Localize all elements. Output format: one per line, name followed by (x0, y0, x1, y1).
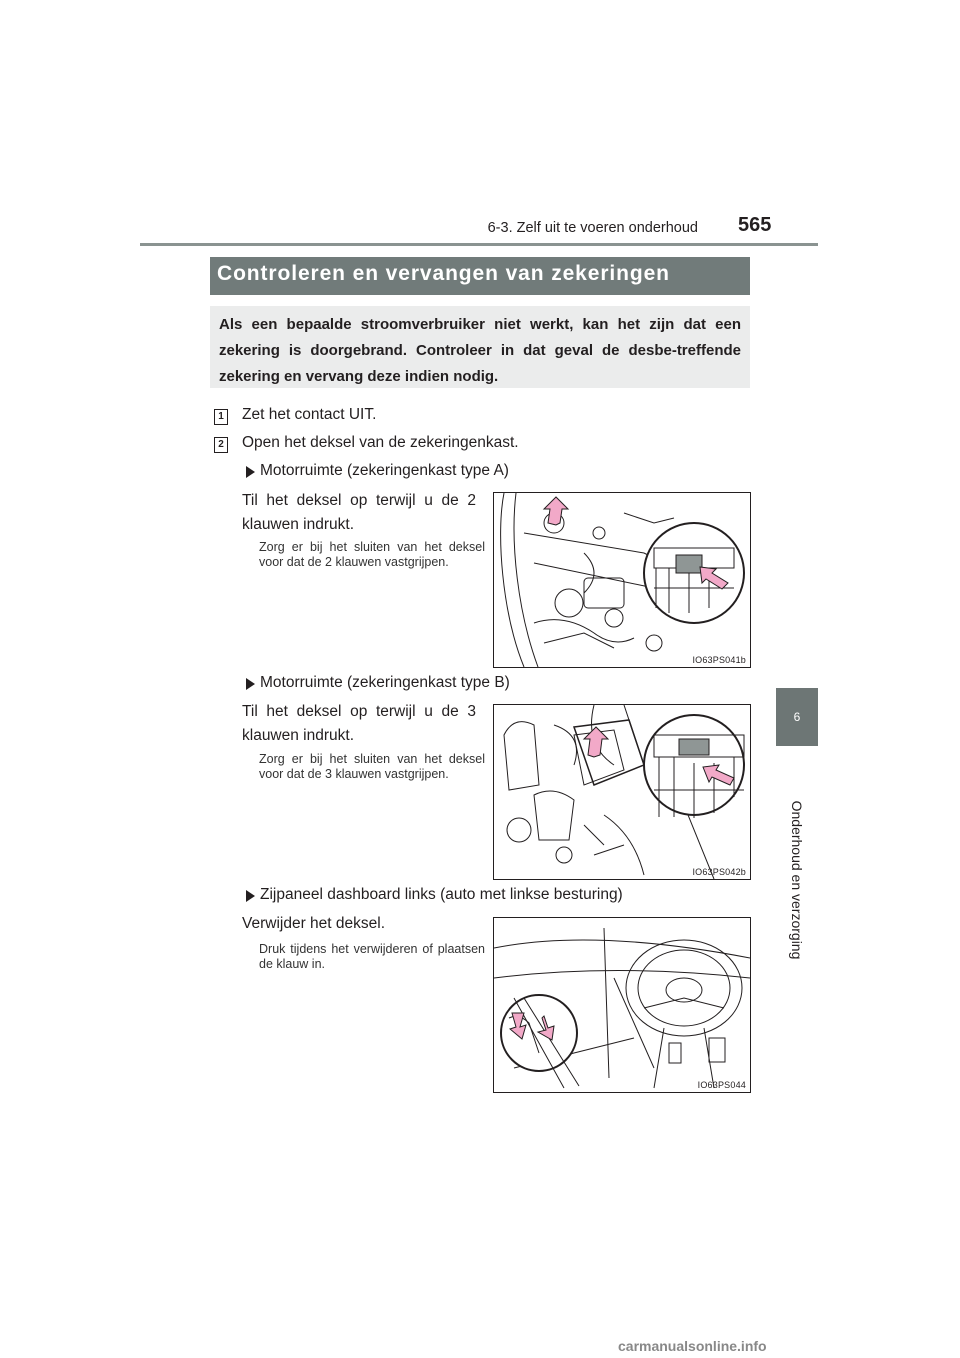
dashboard-illustration (494, 918, 750, 1092)
step-text: Open het deksel van de zekeringenkast. (242, 434, 519, 451)
sub-heading: Motorruimte (zekeringenkast type A) (260, 462, 509, 479)
figure-code: IO63PS041b (692, 655, 746, 665)
figure-code: IO63PS044 (697, 1080, 746, 1090)
figure-code: IO63PS042b (692, 867, 746, 877)
running-header: 6-3. Zelf uit te voeren onderhoud (487, 220, 698, 236)
sub-heading: Zijpaneel dashboard links (auto met linkse besturing) (260, 886, 623, 903)
header-rule (140, 243, 818, 246)
figure-dashboard-panel (493, 917, 751, 1093)
sub-heading: Motorruimte (zekeringenkast type B) (260, 674, 510, 691)
section-title: Controleren en vervangen van zekeringen (217, 262, 670, 285)
note-text: Druk tijdens het verwijderen of plaatsen de klauw in. (259, 942, 485, 971)
engine-bay-illustration (494, 493, 750, 667)
note-text: Zorg er bij het sluiten van het deksel voor dat de 3 klauwen vastgrijpen. (259, 752, 485, 781)
note-text: Zorg er bij het sluiten van het deksel voor dat de 2 klauwen vastgrijpen. (259, 540, 485, 569)
page-number: 565 (738, 214, 772, 236)
figure-fusebox-b (493, 704, 751, 880)
bullet-arrow-icon (246, 678, 255, 690)
instruction-text: Verwijder het deksel. (242, 915, 386, 932)
figure-fusebox-a (493, 492, 751, 668)
engine-bay-illustration (494, 705, 750, 879)
instruction-text: Til het deksel op terwijl u de 3 klauwen indrukt. (242, 703, 476, 744)
chapter-tab-label (752, 760, 842, 1000)
step-number: 2 (214, 437, 228, 453)
instruction-text: Til het deksel op terwijl u de 2 klauwen indrukt. (242, 492, 476, 533)
step-text: Zet het contact UIT. (242, 406, 377, 423)
chapter-tab: 6 (776, 688, 818, 746)
bullet-arrow-icon (246, 466, 255, 478)
step-number: 1 (214, 409, 228, 425)
chapter-tab-text: Onderhoud en verzorging (789, 800, 805, 960)
intro-text: Als een bepaalde stroomverbruiker niet werkt, kan het zijn dat een zekering is doorgebrand. Controleer in dat geval de desbe-treffende zekering en vervang deze indien nodig. (219, 316, 741, 385)
watermark: carmanualsonline.info (618, 1338, 767, 1354)
bullet-arrow-icon (246, 890, 255, 902)
